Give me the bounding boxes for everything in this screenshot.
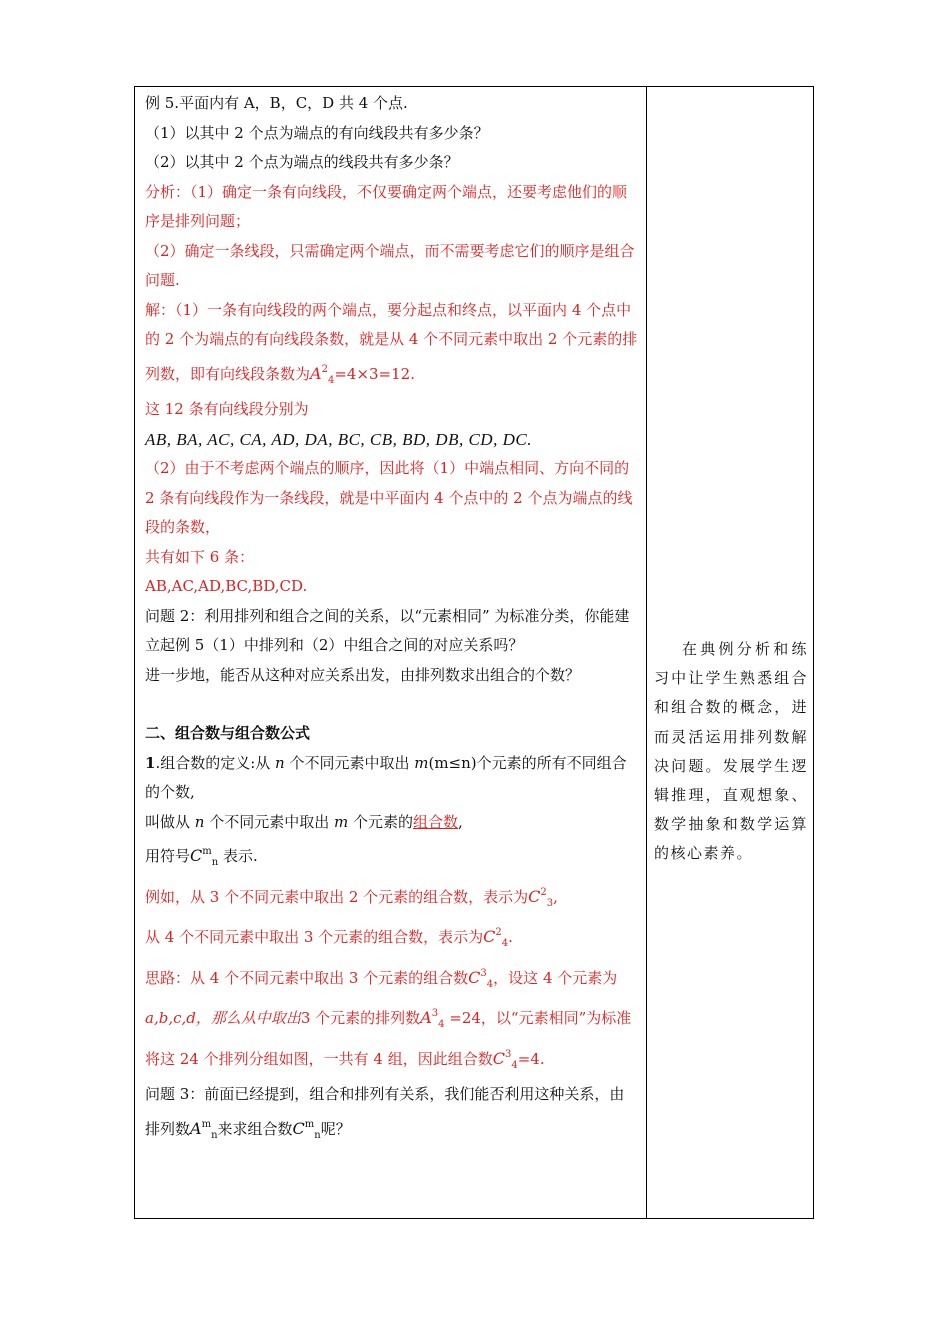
design-intent-column: 在典例分析和练习中让学生熟悉组合和组合数的概念，进而灵活运用排列数解决问题。发展学生逻辑推理，直观想象、数学抽象和数学运算的核心素养。 [654, 640, 808, 863]
definition-called: 叫做从 n 个不同元素中取出 m 个元素的组合数, [145, 812, 463, 831]
question-3: 问题 3：前面已经提到，组合和排列有关系，我们能否利用这种关系，由排列数$A^m_n$来求组合数$C^m_n$呢？ [145, 1085, 625, 1141]
example-title: 例 5.平面内有 A，B，C，D 共 4 个点. [145, 94, 408, 112]
analysis-2: （2）确定一条线段，只需确定两个端点，而不需要考虑它们的顺序是组合问题. [145, 241, 635, 289]
solution-2: （2）由于不考虑两个端点的顺序，因此将（1）中端点相同、方向不同的 2 条有向线段作为一条线段，就是中平面内 4 个点中的 2 个点为端点的线段的条数， [145, 459, 633, 536]
spacer [145, 690, 639, 719]
symbol-line: 用符号$C^m_n$ 表示. [145, 846, 258, 868]
list-intro: 这 12 条有向线段分别为 [145, 400, 309, 418]
definition: 1.组合数的定义:从 n 个不同元素中取出 m(m≤n)个元素的所有不同组合的个数, [145, 753, 627, 801]
teaching-content-column [145, 89, 639, 1150]
formula-cnm: $C^m_n$ [190, 846, 219, 868]
segment-list: AB,AC,AD,BC,BD,CD. [145, 577, 308, 595]
section-title: 二、组合数与组合数公式 [145, 724, 311, 742]
idea-paragraph: 思路：从 4 个不同元素中取出 3 个元素的组合数$C^3_4$，设这 4 个元素为 a,b,c,d，那么从中取出3 个元素的排列数$A^3_4 =24$，以“元素相同”为标准将这 24 个排列分组如图，一共有 4 组，因此组合数$C^3_4=4$. [145, 967, 632, 1071]
total-six: 共有如下 6 条： [145, 547, 255, 566]
column-divider [646, 87, 647, 1218]
question-2: （2）以其中 2 个点为端点的线段共有多少条？ [145, 153, 459, 171]
example-a: 例如，从 3 个不同元素中取出 2 个元素的组合数，表示为$C^2_3$, [145, 886, 558, 909]
question-2-followup: 进一步地，能否从这种对应关系出发，由排列数求出组合的个数？ [145, 665, 581, 684]
analysis-1: 分析：（1）确定一条有向线段，不仅要确定两个端点，还要考虑他们的顺序是排列问题； [145, 182, 628, 230]
lesson-table [134, 86, 814, 1219]
term-combination-number: 组合数 [413, 812, 459, 831]
formula-a42: $A^2_4$ [310, 363, 335, 386]
question-2-text: 问题 2：利用排列和组合之间的关系，以“元素相同” 为标准分类，你能建立起例 5（1）中排列和（2）中组合之间的对应关系吗？ [145, 606, 630, 654]
vector-list: AB, BA, AC, CA, AD, DA, BC, CB, BD, DB, CD, DC. [145, 429, 532, 449]
question-1: （1）以其中 2 个点为端点的有向线段共有多少条？ [145, 123, 489, 142]
example-b: 从 4 个不同元素中取出 3 个元素的组合数，表示为$C^2_4$. [145, 927, 513, 949]
solution-1: 解：（1）一条有向线段的两个端点，要分起点和终点，以平面内 4 个点中的 2 个为端点的有向线段条数，就是从 4 个不同元素中取出 2 个元素的排列数，即有向线段条数为$A^2_4=4\times 3=12$. [145, 300, 638, 386]
